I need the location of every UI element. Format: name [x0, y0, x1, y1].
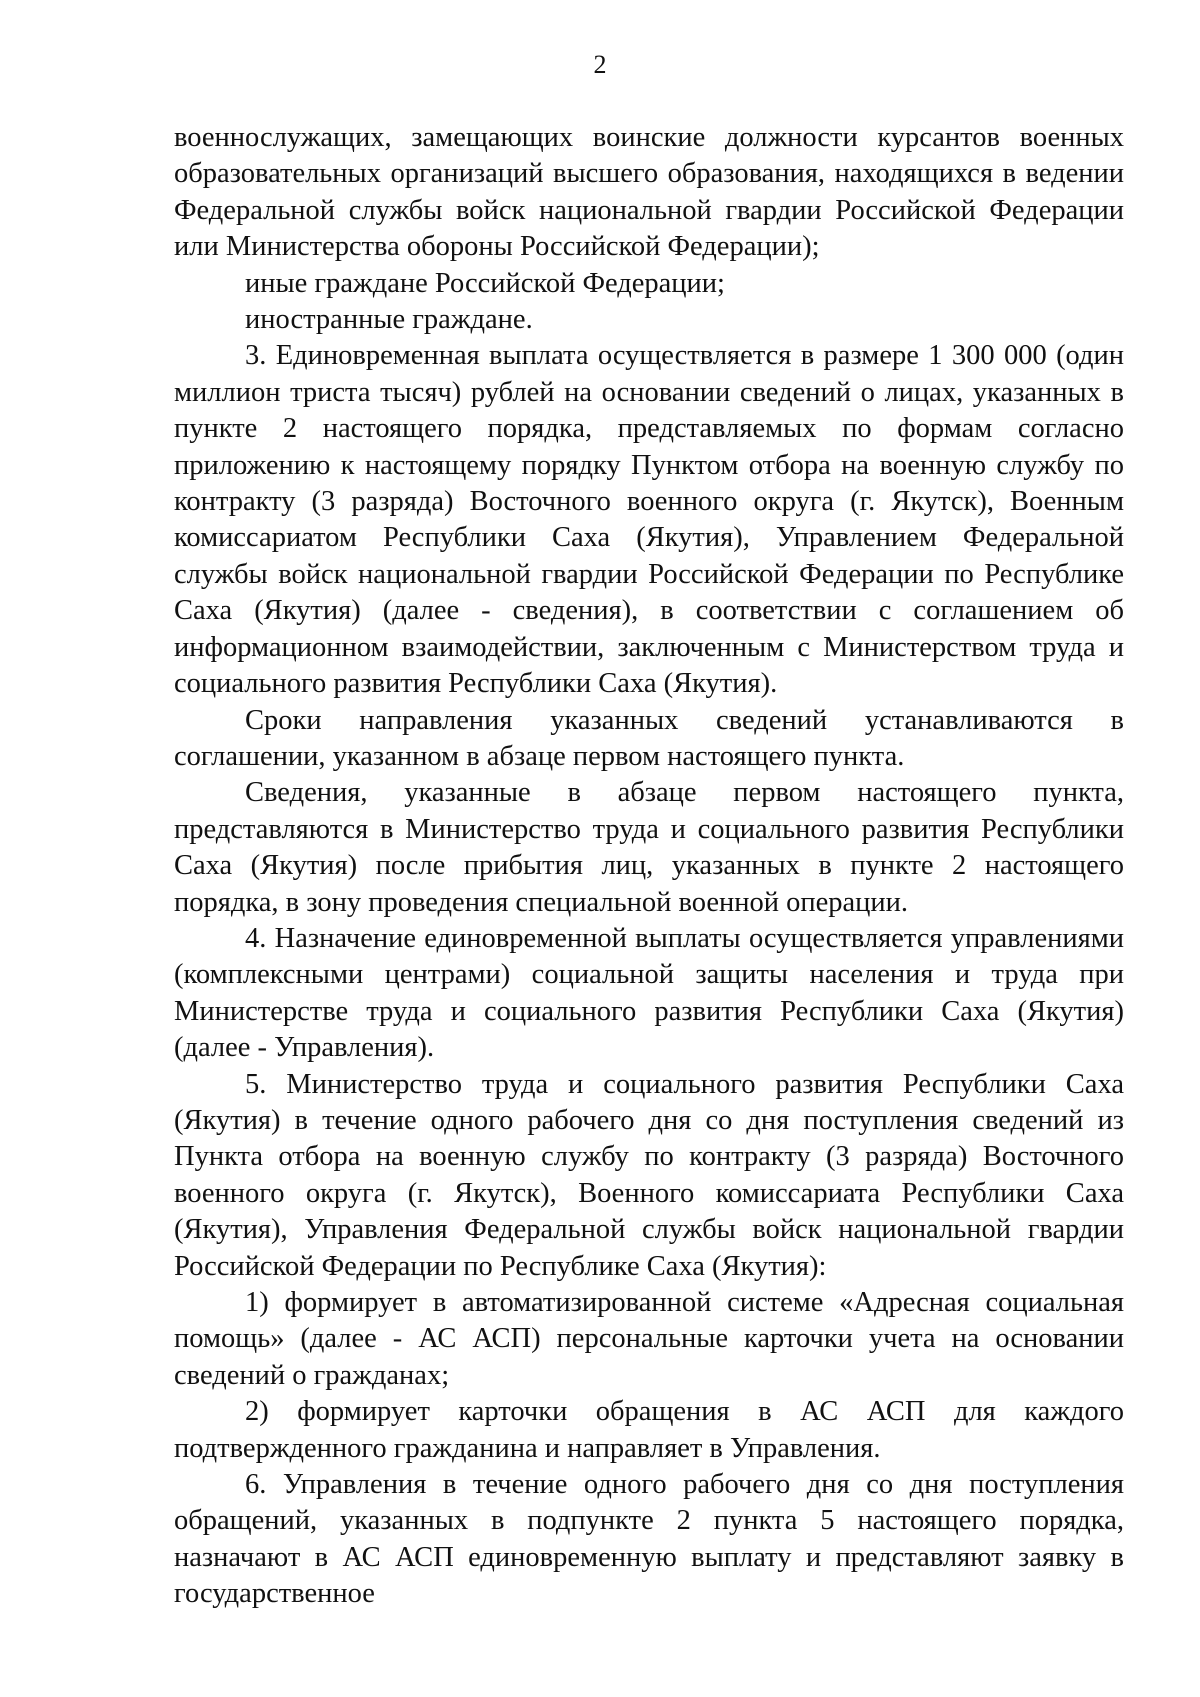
paragraph: 2) формирует карточки обращения в АС АСП для каждого подтвержденного гражданина и направляет в Управления. [174, 1396, 1124, 1464]
paragraph: 1) формирует в автоматизированной системе «Адресная социальная помощь» (далее - АС АСП) персональные карточки учета на основании сведений о гражданах; [174, 1287, 1124, 1391]
document-body [174, 120, 1124, 1613]
paragraph: иностранные граждане. [245, 304, 533, 336]
paragraph: военнослужащих, замещающих воинские должности курсантов военных образовательных организаций высшего образования, находящихся в ведении Федеральной службы войск национальной гвардии Российской Федерации или Министерства обороны Российской Федерации); [174, 122, 1124, 263]
page-number: 2 [593, 50, 607, 79]
paragraph: Сроки направления указанных сведений устанавливаются в соглашении, указанном в абзаце первом настоящего пункта. [174, 704, 1124, 772]
paragraph: 3. Единовременная выплата осуществляется в размере 1 300 000 (один миллион триста тысяч) рублей на основании сведений о лицах, указанных в пункте 2 настоящего порядка, представляемых по формам согласно приложению к настоящему порядку Пунктом отбора на военную службу по контракту (3 разряда) Восточного военного округа (г. Якутск), Военным комиссариатом Республики Саха (Якутия), Управлением Федеральной службы войск национальной гвардии Российской Федерации по Республике Саха (Якутия) (далее - сведения), в соответствии с соглашением об информационном взаимодействии, заключенным с Министерством труда и социального развития Республики Саха (Якутия). [174, 340, 1124, 700]
paragraph: 6. Управления в течение одного рабочего дня со дня поступления обращений, указанных в подпункте 2 пункта 5 настоящего порядка, назначают в АС АСП единовременную выплату и представляют заявку в государственное [174, 1469, 1124, 1610]
paragraph: иные граждане Российской Федерации; [245, 267, 725, 299]
paragraph: Сведения, указанные в абзаце первом настоящего пункта, представляются в Министерство труда и социального развития Республики Саха (Якутия) после прибытия лиц, указанных в пункте 2 настоящего порядка, в зону проведения специальной военной операции. [174, 777, 1124, 918]
paragraph: 4. Назначение единовременной выплаты осуществляется управлениями (комплексными центрами) социальной защиты населения и труда при Министерстве труда и социального развития Республики Саха (Якутия) (далее - Управления). [174, 922, 1124, 1064]
paragraph: 5. Министерство труда и социального развития Республики Саха (Якутия) в течение одного рабочего дня со дня поступления сведений из Пункта отбора на военную службу по контракту (3 разряда) Восточного военного округа (г. Якутск), Военного комиссариата Республики Саха (Якутия), Управления Федеральной службы войск национальной гвардии Российской Федерации по Республике Саха (Якутия): [174, 1068, 1124, 1282]
